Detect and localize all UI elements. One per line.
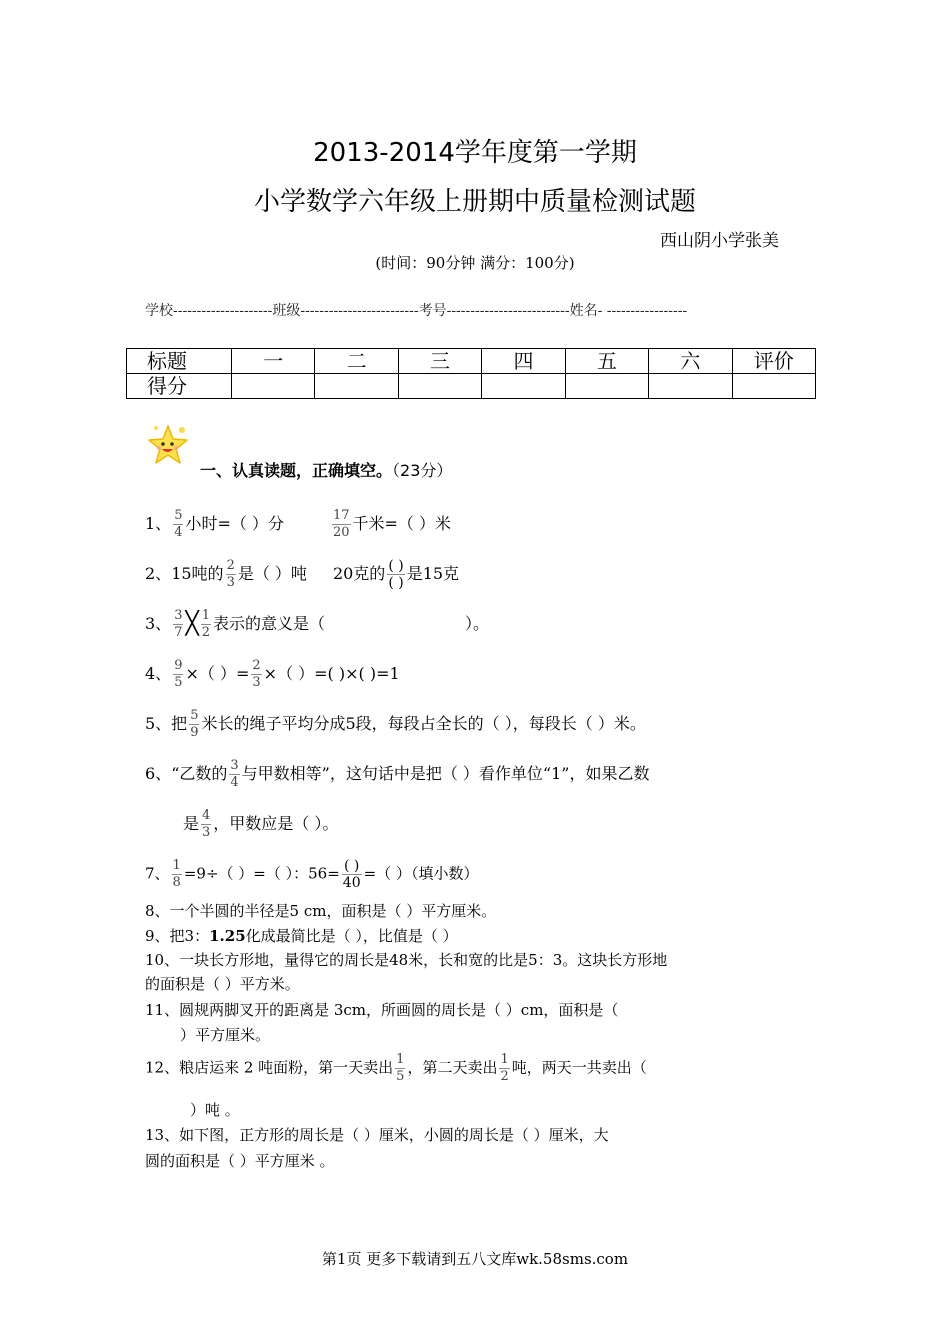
question-text: 表示的意义是（ — [213, 614, 326, 633]
question-1 — [145, 508, 451, 541]
table-cell: 四 — [482, 349, 565, 374]
table-cell: 得分 — [127, 374, 232, 399]
title-line-2: 小学数学六年级上册期中质量检测试题 — [253, 187, 696, 217]
page-footer: 第1页 更多下载请到五八文库wk.58sms.com — [321, 1250, 629, 1268]
time-info: (时间：90分钟 满分：100分) — [375, 254, 575, 272]
question-text: 与甲数相等”，这句话中是把（ ）看作单位“1”，如果乙数 — [241, 764, 650, 783]
author: 西山阴小学张美 — [660, 231, 779, 251]
table-cell: 三 — [398, 349, 481, 374]
question-7 — [145, 858, 478, 891]
table-cell: 六 — [649, 349, 732, 374]
score-table — [126, 348, 816, 399]
score-table-header-row — [127, 349, 816, 374]
bold-value: 1.25 — [209, 927, 246, 945]
question-6 — [145, 758, 649, 791]
question-11-line-2: ）平方厘米。 — [180, 1026, 271, 1044]
question-text: ，甲数应是（ ）。 — [213, 814, 339, 833]
question-12-line-2: ）吨 。 — [190, 1101, 240, 1119]
fraction: $\frac{3}{4}$ — [230, 758, 239, 790]
table-cell: 评价 — [732, 349, 815, 374]
question-2 — [145, 558, 459, 591]
fraction: $\frac{2}{3}$ — [226, 558, 235, 590]
question-5 — [145, 708, 646, 741]
question-text: 米长的绳子平均分成5段，每段占全长的（ ），每段长（ ）米。 — [201, 714, 646, 733]
question-text: 吨，两天一共卖出（ — [511, 1058, 647, 1077]
table-cell: 标题 — [127, 349, 232, 374]
student-info-fields: 学校---------------------班级-------------------------考号--------------------------姓名- ----------------- — [145, 303, 688, 319]
question-text: 是 — [183, 814, 200, 833]
score-cell — [565, 374, 648, 399]
question-3 — [145, 608, 489, 641]
score-table-score-row — [127, 374, 816, 399]
fraction: $\frac{4}{3}$ — [202, 808, 211, 840]
section-1-title: 一、认真读题，正确填空。 — [200, 461, 393, 480]
table-cell: 一 — [232, 349, 315, 374]
question-number: 6、 — [145, 764, 172, 783]
question-text: 小时=（ ）分 — [185, 514, 284, 533]
question-number: 1、 — [145, 514, 172, 533]
question-number: 7、 — [145, 864, 170, 883]
fraction: $\frac{2}{3}$ — [252, 658, 261, 690]
star-icon — [142, 420, 194, 472]
question-13-line-2: 圆的面积是（ ）平方厘米 。 — [145, 1152, 335, 1170]
question-text: 是15克 — [406, 564, 460, 583]
score-cell — [732, 374, 815, 399]
fraction: $\frac{5}{9}$ — [190, 708, 199, 740]
section-1-heading — [200, 458, 452, 481]
question-number: 2、 — [145, 564, 172, 583]
question-10-line-2: 的面积是（ ）平方米。 — [145, 975, 300, 993]
fraction: $\frac{3}{7}$ — [174, 608, 183, 640]
question-text: “乙数的 — [171, 764, 228, 783]
question-text: 12、粮店运来 2 吨面粉，第一天卖出 — [145, 1058, 394, 1077]
score-cell — [649, 374, 732, 399]
title-line-1: 2013-2014学年度第一学期 — [313, 138, 637, 168]
question-text: =（ ）（填小数） — [363, 864, 479, 883]
question-11-line-1: 11、圆规两脚叉开的距离是 3cm，所画圆的周长是（ ）cm，面积是（ — [145, 1001, 619, 1019]
question-text: ×（ ）= — [185, 664, 250, 683]
question-6-line-2 — [183, 808, 338, 841]
table-cell: 二 — [315, 349, 398, 374]
section-1-points: （23分） — [392, 461, 453, 480]
fraction: $\frac{1}{2}$ — [201, 608, 210, 640]
question-text: 9、把3： — [145, 927, 210, 945]
fraction: $\frac{17}{20}$ — [332, 508, 350, 540]
blank-fraction: $\frac{( )}{40}$ — [342, 858, 361, 891]
score-cell — [482, 374, 565, 399]
question-text: 化成最简比是（ ），比值是（ ） — [245, 927, 458, 945]
question-text: ×（ ）=( )×( )=1 — [263, 664, 400, 683]
question-10-line-1: 10、一块长方形地，量得它的周长是48米，长和宽的比是5：3。这块长方形地 — [145, 951, 668, 969]
question-text: =9÷（ ）=（ ）：56= — [183, 864, 340, 883]
question-9 — [145, 926, 458, 946]
question-number: 4、 — [145, 664, 172, 683]
score-cell — [398, 374, 481, 399]
question-8: 8、一个半圆的半径是5 cm，面积是（ ）平方厘米。 — [145, 902, 497, 920]
question-number: 5、把 — [145, 714, 188, 733]
multiply-sign: ╳ — [185, 611, 199, 637]
fraction: $\frac{9}{5}$ — [174, 658, 183, 690]
table-cell: 五 — [565, 349, 648, 374]
question-12 — [145, 1052, 647, 1085]
score-cell — [315, 374, 398, 399]
question-text: 是（ ）吨 — [237, 564, 307, 583]
fraction: $\frac{5}{4}$ — [174, 508, 183, 540]
fraction: $\frac{1}{8}$ — [172, 858, 181, 890]
question-number: 3、 — [145, 614, 172, 633]
question-text: 千米=（ ）米 — [352, 514, 452, 533]
question-text: 20克的 — [332, 564, 386, 583]
fraction: $\frac{1}{2}$ — [500, 1052, 509, 1084]
question-text: 15吨的 — [171, 564, 224, 583]
score-cell — [232, 374, 315, 399]
question-text: ，第二天卖出 — [407, 1058, 498, 1077]
blank-fraction: $\frac{( )}{( )}$ — [388, 558, 404, 591]
question-text: ）。 — [465, 614, 490, 633]
question-4 — [145, 658, 400, 691]
fraction: $\frac{1}{5}$ — [396, 1052, 405, 1084]
question-13-line-1: 13、如下图，正方形的周长是（ ）厘米，小圆的周长是（ ）厘米，大 — [145, 1126, 609, 1144]
